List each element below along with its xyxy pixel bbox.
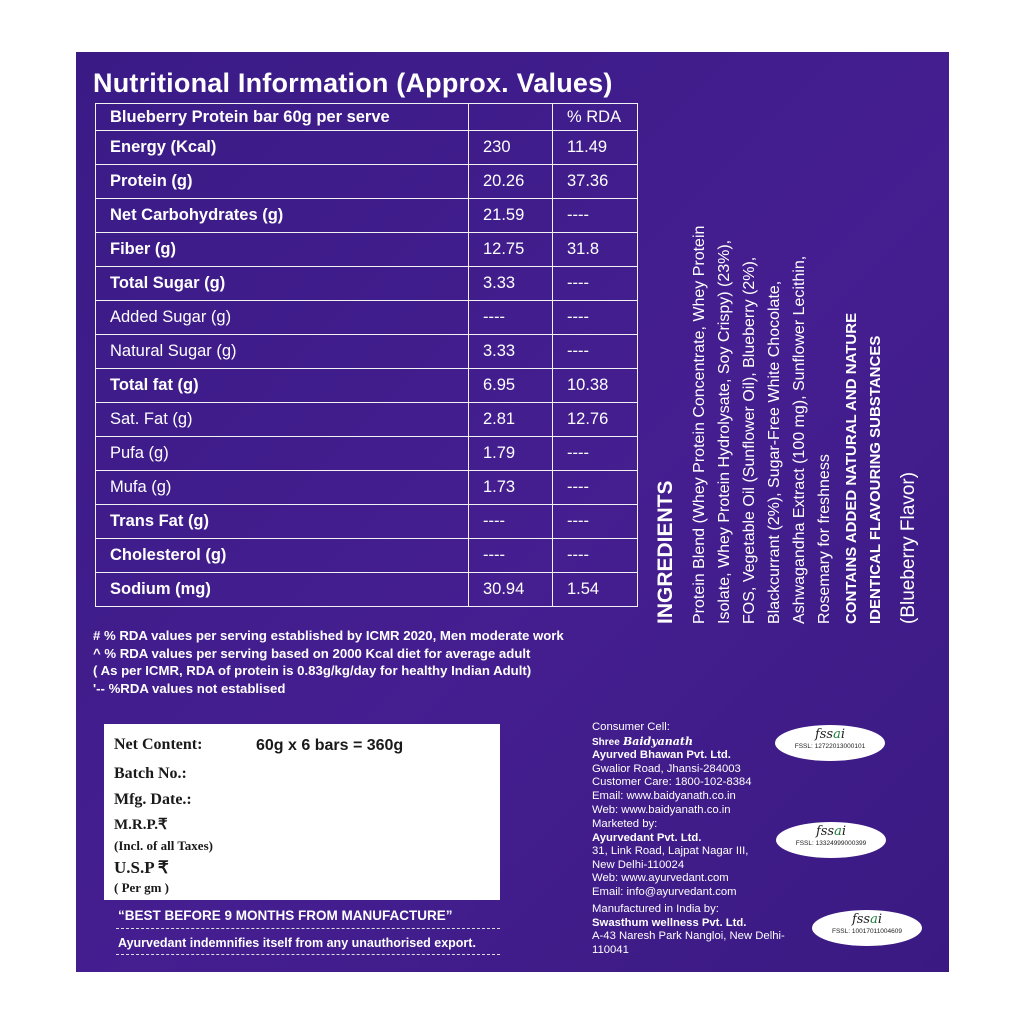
nutrient-value: 3.33 (469, 267, 553, 301)
brand-prefix: Shree (592, 736, 620, 748)
footnote-line: '-- %RDA values not establised (93, 681, 286, 697)
ingredients-line: Rosemary for freshness (816, 454, 833, 624)
fssai-license-number: FSSL: 10017011004609 (832, 928, 902, 935)
header-value-cell (469, 104, 553, 131)
email-line: Email: www.baidyanath.co.in (592, 789, 736, 802)
nutrient-rda: 1.54 (553, 573, 638, 607)
indemnity-statement: Ayurvedant indemnifies itself from any unauthorised export. (118, 936, 476, 950)
nutrient-name: Protein (g) (96, 165, 469, 199)
table-row (96, 437, 638, 471)
nutrient-name: Natural Sugar (g) (96, 335, 469, 369)
nutrient-name: Net Carbohydrates (g) (96, 199, 469, 233)
nutrient-rda: ---- (553, 267, 638, 301)
brand-logo-text: Baidyanath (622, 734, 693, 748)
nutrient-value: ---- (469, 505, 553, 539)
web-line: Web: www.baidyanath.co.in (592, 803, 731, 816)
nutrient-value: 230 (469, 131, 553, 165)
net-content-value: 60g x 6 bars = 360g (256, 737, 404, 754)
nutrient-rda: 11.49 (553, 131, 638, 165)
consumer-brand (592, 735, 752, 750)
fssai-license-number: FSSL: 12722013000101 (794, 743, 866, 750)
manufacturer-company: Swasthum wellness Pvt. Ltd. (592, 916, 747, 929)
table-row (96, 199, 638, 233)
mrp-label: M.R.P.₹ (114, 817, 168, 833)
nutrient-name: Fiber (g) (96, 233, 469, 267)
table-header-row (96, 104, 638, 131)
nutrient-rda: 37.36 (553, 165, 638, 199)
fssai-logo-icon: fssai (851, 912, 883, 927)
mfg-date-label: Mfg. Date.: (114, 791, 192, 808)
net-content-label: Net Content: (114, 736, 203, 753)
usp-note: ( Per gm ) (114, 880, 169, 895)
fssai-license-number: FSSL: 13324999000399 (795, 840, 867, 847)
batch-label: Batch No.: (114, 765, 187, 782)
rda-footnotes (93, 627, 564, 698)
nutrient-rda: ---- (553, 437, 638, 471)
footnote-line: ^ % RDA values per serving based on 2000 Kcal diet for average adult (93, 645, 531, 661)
nutrient-name: Pufa (g) (96, 437, 469, 471)
table-row (96, 573, 638, 607)
table-row (96, 539, 638, 573)
nutrient-value: ---- (469, 539, 553, 573)
table-row (96, 403, 638, 437)
nutrient-name: Trans Fat (g) (96, 505, 469, 539)
table-row (96, 471, 638, 505)
address-line: 31, Link Road, Lajpat Nagar III, (592, 845, 749, 858)
nutrient-value: 20.26 (469, 165, 553, 199)
nutrient-rda: ---- (553, 335, 638, 369)
nutrient-name: Total fat (g) (96, 369, 469, 403)
nutrient-rda: 31.8 (553, 233, 638, 267)
divider (116, 928, 500, 929)
address-line: A-43 Naresh Park Nangloi, New Delhi- (592, 930, 785, 943)
nutrient-name: Mufa (g) (96, 471, 469, 505)
nutrient-rda: 10.38 (553, 369, 638, 403)
nutrient-value: 1.73 (469, 471, 553, 505)
web-line: Web: www.ayurvedant.com (592, 872, 729, 885)
nutrition-title: Nutritional Information (Approx. Values) (93, 68, 613, 98)
nutrient-name: Cholesterol (g) (96, 539, 469, 573)
ingredients-line: Protein Blend (Whey Protein Concentrate, Whey Protein (691, 225, 708, 624)
fssai-logo-icon: fssai (814, 727, 846, 742)
nutrient-name: Added Sugar (g) (96, 301, 469, 335)
header-serving-label: Blueberry Protein bar 60g per serve (96, 104, 469, 131)
header-rda-label: % RDA (553, 104, 638, 131)
fssai-badge (775, 725, 885, 761)
address-line: Gwalior Road, Jhansi-284003 (592, 762, 741, 775)
marketed-by-block (592, 818, 748, 900)
pack-info-box (104, 724, 500, 900)
consumer-cell-heading: Consumer Cell: (592, 721, 670, 733)
nutrient-name: Energy (Kcal) (96, 131, 469, 165)
divider (116, 954, 500, 955)
usp-label: U.S.P ₹ (114, 858, 169, 877)
address-line: New Delhi-110024 (592, 858, 685, 871)
table-row (96, 505, 638, 539)
best-before-statement: “BEST BEFORE 9 MONTHS FROM MANUFACTURE” (118, 908, 453, 923)
footnote-line: # % RDA values per serving established by ICMR 2020, Men moderate work (93, 628, 564, 643)
email-line: Email: info@ayurvedant.com (592, 885, 737, 898)
nutrient-rda: ---- (553, 199, 638, 233)
customer-care-line: Customer Care: 1800-102-8384 (592, 776, 752, 789)
nutrition-table (95, 103, 638, 607)
nutrient-value: ---- (469, 301, 553, 335)
consumer-company: Ayurved Bhawan Pvt. Ltd. (592, 749, 731, 762)
table-row (96, 301, 638, 335)
ingredients-line: Ashwagandha Extract (100 mg), Sunflower Lecithin, (791, 255, 808, 624)
nutrient-value: 30.94 (469, 573, 553, 607)
table-row (96, 369, 638, 403)
address-line: 110041 (592, 943, 629, 956)
consumer-cell-block (592, 721, 752, 817)
table-row (96, 233, 638, 267)
fssai-logo-icon: fssai (815, 824, 847, 839)
nutrient-rda: ---- (553, 539, 638, 573)
nutrient-rda: ---- (553, 505, 638, 539)
nutrient-name: Sodium (mg) (96, 573, 469, 607)
nutrient-name: Sat. Fat (g) (96, 403, 469, 437)
manufactured-by-block (592, 903, 785, 957)
footnote-line: ( As per ICMR, RDA of protein is 0.83g/kg/day for healthy Indian Adult) (93, 663, 532, 679)
marketer-company: Ayurvedant Pvt. Ltd. (592, 831, 702, 844)
nutrient-value: 6.95 (469, 369, 553, 403)
flavouring-statement: CONTAINS ADDED NATURAL AND NATURE (843, 312, 860, 624)
fssai-badge (776, 822, 886, 858)
nutrient-value: 1.79 (469, 437, 553, 471)
ingredients-heading: INGREDIENTS (654, 480, 677, 624)
marketed-by-heading: Marketed by: (592, 818, 658, 830)
nutrient-value: 12.75 (469, 233, 553, 267)
flavor-name: (Blueberry Flavor) (898, 471, 919, 624)
fssai-badge (812, 910, 922, 946)
table-row (96, 165, 638, 199)
ingredients-line: Isolate, Whey Protein Hydrolysate, Soy Crispy) (23%), (716, 239, 733, 624)
mrp-note: (Incl. of all Taxes) (114, 838, 213, 853)
ingredients-line: Blackcurrant (2%), Sugar-Free White Chocolate, (766, 280, 783, 624)
table-row (96, 131, 638, 165)
manufactured-heading: Manufactured in India by: (592, 903, 719, 915)
table-row (96, 267, 638, 301)
nutrient-value: 21.59 (469, 199, 553, 233)
flavouring-statement: IDENTICAL FLAVOURING SUBSTANCES (867, 335, 884, 624)
nutrient-value: 3.33 (469, 335, 553, 369)
nutrient-rda: 12.76 (553, 403, 638, 437)
nutrient-value: 2.81 (469, 403, 553, 437)
table-row (96, 335, 638, 369)
nutrient-rda: ---- (553, 471, 638, 505)
ingredients-line: FOS, Vegetable Oil (Sunflower Oil), Blueberry (2%), (741, 256, 758, 624)
nutrient-name: Total Sugar (g) (96, 267, 469, 301)
nutrient-rda: ---- (553, 301, 638, 335)
